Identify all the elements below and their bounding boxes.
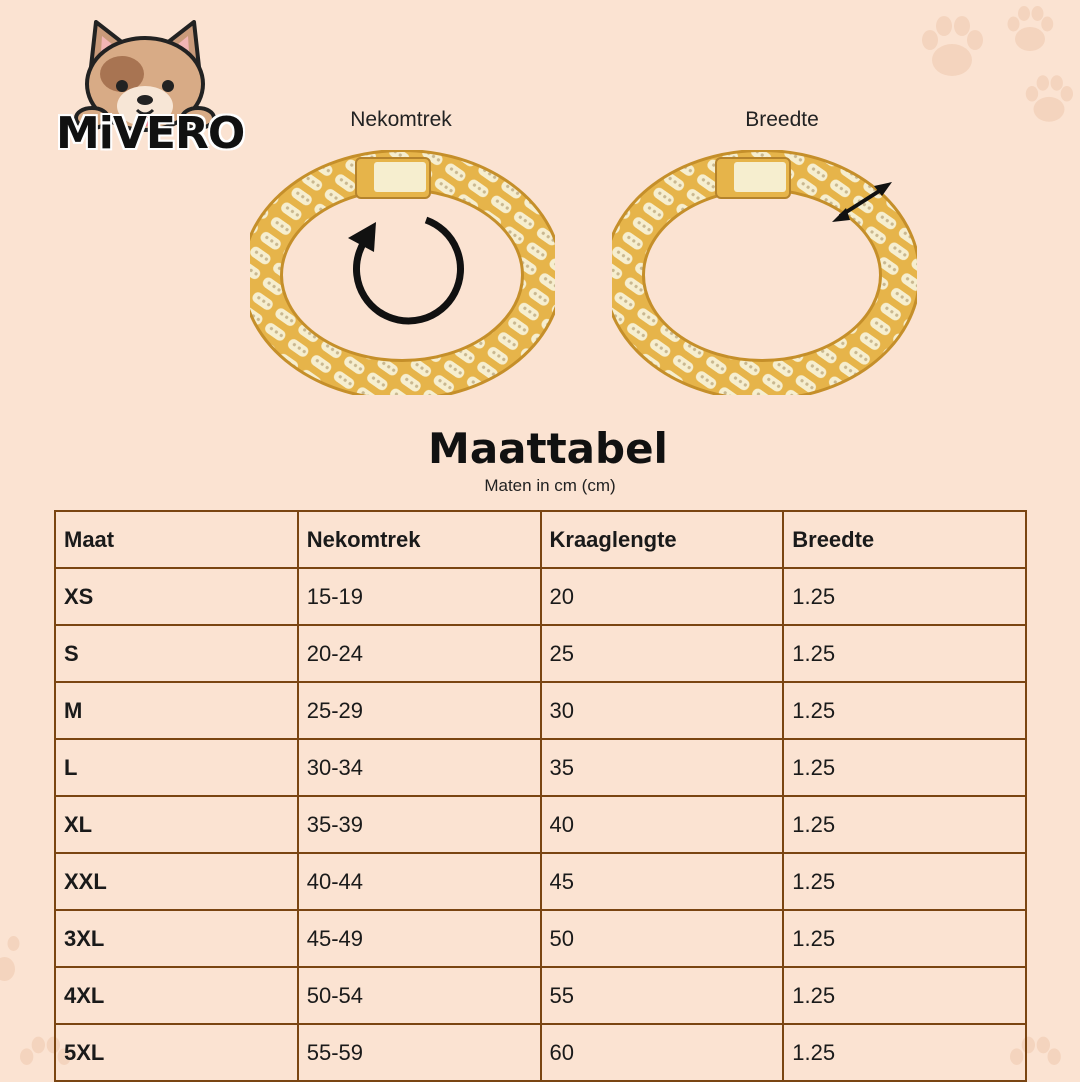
table-cell: XXL bbox=[55, 853, 298, 910]
table-cell: XS bbox=[55, 568, 298, 625]
table-cell: 3XL bbox=[55, 910, 298, 967]
table-row bbox=[55, 853, 1026, 910]
page-title: Maattabel bbox=[428, 424, 668, 473]
table-cell: 25 bbox=[541, 625, 784, 682]
paw-print-icon bbox=[912, 8, 992, 88]
table-cell: 1.25 bbox=[783, 568, 1026, 625]
table-cell: 1.25 bbox=[783, 967, 1026, 1024]
paw-print-icon bbox=[1018, 60, 1080, 140]
column-header: Breedte bbox=[783, 511, 1026, 568]
table-cell: 1.25 bbox=[783, 910, 1026, 967]
collar-width-image bbox=[612, 150, 917, 395]
paw-print-icon bbox=[0, 930, 30, 990]
table-row bbox=[55, 625, 1026, 682]
table-cell: S bbox=[55, 625, 298, 682]
table-cell: 55-59 bbox=[298, 1024, 541, 1081]
table-row bbox=[55, 967, 1026, 1024]
table-cell: 25-29 bbox=[298, 682, 541, 739]
table-cell: 40 bbox=[541, 796, 784, 853]
table-cell: XL bbox=[55, 796, 298, 853]
table-header-row bbox=[55, 511, 1026, 568]
table-cell: 1.25 bbox=[783, 1024, 1026, 1081]
table-cell: 50-54 bbox=[298, 967, 541, 1024]
table-cell: 60 bbox=[541, 1024, 784, 1081]
table-row bbox=[55, 910, 1026, 967]
table-cell: 5XL bbox=[55, 1024, 298, 1081]
table-cell: 1.25 bbox=[783, 682, 1026, 739]
table-cell: 1.25 bbox=[783, 796, 1026, 853]
table-cell: 35-39 bbox=[298, 796, 541, 853]
table-cell: 20 bbox=[541, 568, 784, 625]
table-cell: 1.25 bbox=[783, 625, 1026, 682]
collar-neck-image bbox=[250, 150, 555, 395]
table-cell: 4XL bbox=[55, 967, 298, 1024]
table-cell: 45-49 bbox=[298, 910, 541, 967]
table-cell: 40-44 bbox=[298, 853, 541, 910]
table-cell: 1.25 bbox=[783, 853, 1026, 910]
diagram-label-neck: Nekomtrek bbox=[350, 108, 452, 131]
page-subtitle: Maten in cm (cm) bbox=[484, 476, 616, 495]
table-cell: 50 bbox=[541, 910, 784, 967]
table-cell: M bbox=[55, 682, 298, 739]
table-cell: L bbox=[55, 739, 298, 796]
column-header: Nekomtrek bbox=[298, 511, 541, 568]
table-row bbox=[55, 568, 1026, 625]
table-row bbox=[55, 682, 1026, 739]
column-header: Kraaglengte bbox=[541, 511, 784, 568]
table-cell: 1.25 bbox=[783, 739, 1026, 796]
table-cell: 30-34 bbox=[298, 739, 541, 796]
table-row bbox=[55, 739, 1026, 796]
brand-name: MiVERO bbox=[56, 108, 245, 159]
diagram-label-width: Breedte bbox=[745, 108, 819, 131]
table-cell: 55 bbox=[541, 967, 784, 1024]
size-table bbox=[54, 510, 1027, 1082]
column-header: Maat bbox=[55, 511, 298, 568]
table-cell: 15-19 bbox=[298, 568, 541, 625]
table-row bbox=[55, 1024, 1026, 1081]
table-cell: 45 bbox=[541, 853, 784, 910]
table-cell: 20-24 bbox=[298, 625, 541, 682]
paw-print-icon bbox=[995, 0, 1065, 60]
table-cell: 30 bbox=[541, 682, 784, 739]
table-cell: 35 bbox=[541, 739, 784, 796]
rotate-arrow-icon bbox=[348, 220, 460, 321]
table-row bbox=[55, 796, 1026, 853]
